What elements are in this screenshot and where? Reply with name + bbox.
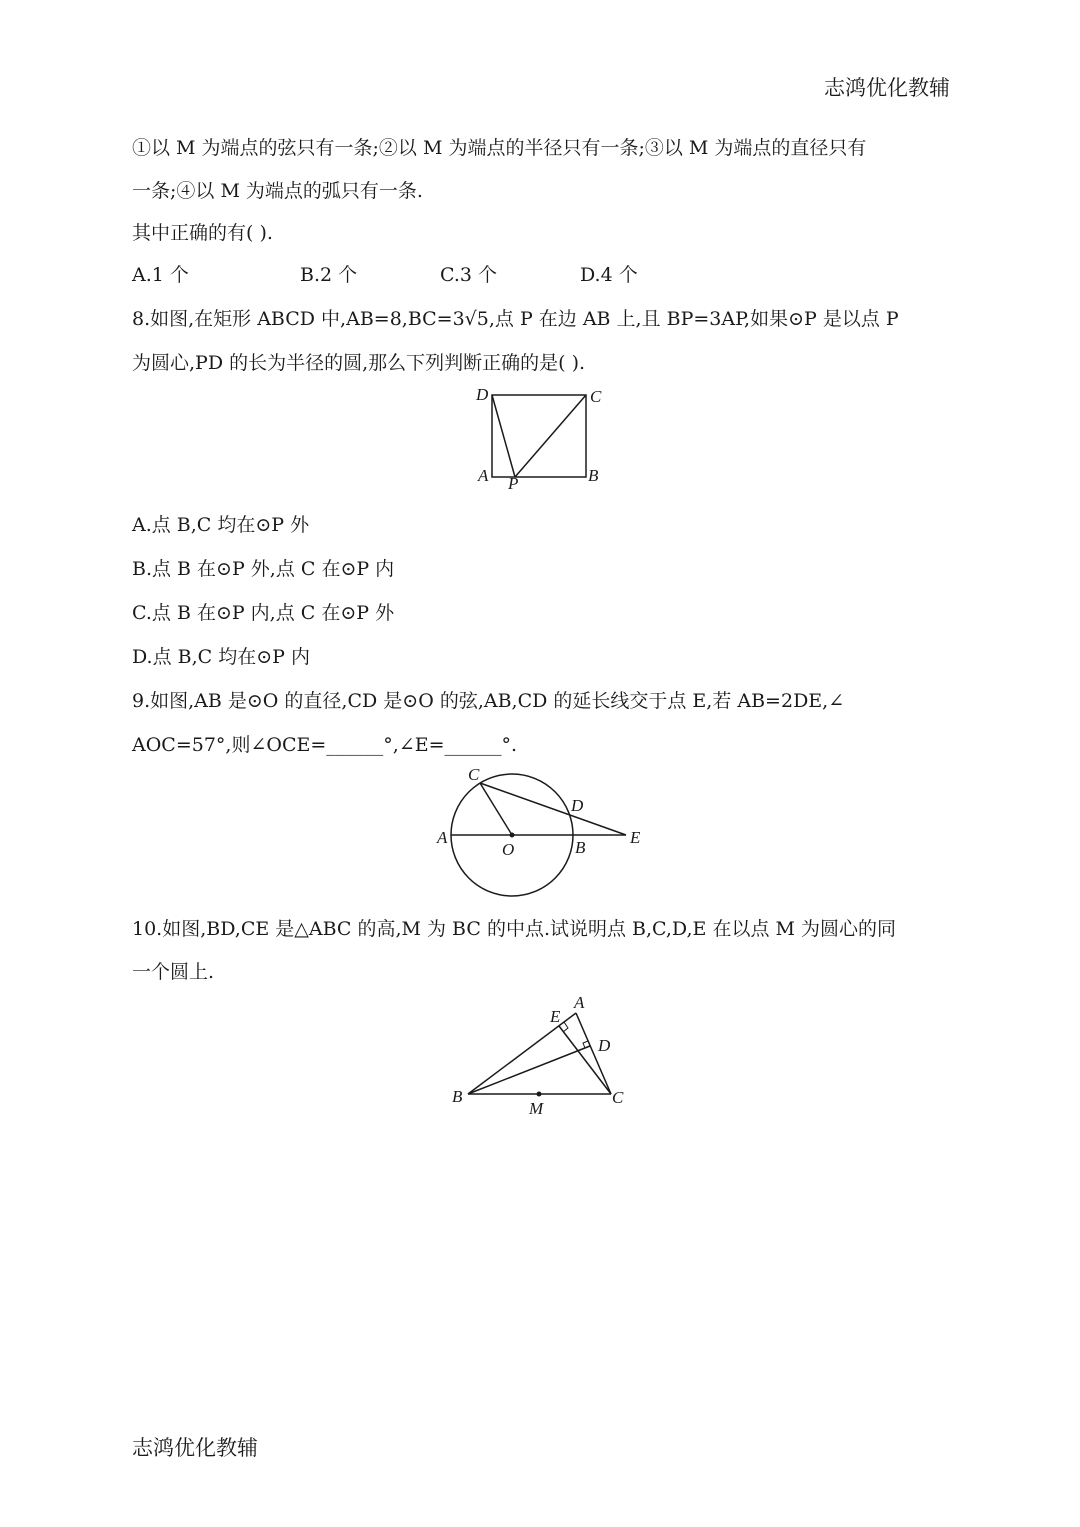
label-b: B (452, 1087, 463, 1106)
q7-prompt: 其中正确的有( ). (132, 222, 273, 244)
q10-statement-line1: 10.如图,BD,CE 是△ABC 的高,M 为 BC 的中点.试说明点 B,C,D,E 在以点 M 为圆心的同 (132, 918, 896, 940)
label-c: C (590, 387, 602, 406)
q9-statement-line1: 9.如图,AB 是⊙O 的直径,CD 是⊙O 的弦,AB,CD 的延长线交于点 E,若 AB=2DE,∠ (132, 690, 845, 712)
q8-statement-line2: 为圆心,PD 的长为半径的圆,那么下列判断正确的是( ). (132, 352, 586, 374)
label-p: P (508, 474, 519, 493)
q8-option-c: C.点 B 在⊙P 内,点 C 在⊙P 外 (132, 602, 395, 624)
label-a: A (478, 466, 489, 485)
q8-statement-line1: 8.如图,在矩形 ABCD 中,AB=8,BC=3√5,点 P 在边 AB 上,且 BP=3AP,如果⊙P 是以点 P (132, 308, 899, 330)
q10-triangle-figure (448, 990, 638, 1118)
label-a: A (574, 993, 585, 1012)
segment-pc (515, 395, 586, 477)
segment-pd (492, 395, 515, 477)
q7-option-c: C.3 个 (440, 264, 498, 286)
footer-brand: 志鸿优化教辅 (132, 1436, 258, 1460)
q7-option-d: D.4 个 (580, 264, 638, 286)
label-b: B (575, 838, 586, 857)
label-d: D (571, 796, 584, 815)
q7-statement-line2: 一条;④以 M 为端点的弧只有一条. (132, 180, 423, 202)
q9-statement-line2: AOC=57°,则∠OCE=______°,∠E=______°. (132, 734, 518, 756)
label-e: E (550, 1007, 561, 1026)
label-c: C (468, 765, 480, 784)
segment-bd (468, 1046, 590, 1094)
q8-option-b: B.点 B 在⊙P 外,点 C 在⊙P 内 (132, 558, 395, 580)
label-b: B (588, 466, 599, 485)
center-point-o (510, 833, 515, 838)
q10-statement-line2: 一个圆上. (132, 961, 215, 983)
label-e: E (630, 828, 641, 847)
label-d: D (476, 385, 489, 404)
label-d: D (598, 1036, 611, 1055)
q8-option-a: A.点 B,C 均在⊙P 外 (132, 514, 310, 536)
q7-statement-line1: ①以 M 为端点的弦只有一条;②以 M 为端点的半径只有一条;③以 M 为端点的直径只有 (132, 137, 867, 159)
rect-abcd (492, 395, 586, 477)
q9-circle-figure (430, 765, 660, 900)
label-m: M (529, 1099, 544, 1118)
right-angle-mark-e (563, 1022, 568, 1032)
label-o: O (502, 840, 515, 859)
q7-option-b: B.2 个 (300, 264, 358, 286)
header-brand: 志鸿优化教辅 (824, 76, 950, 100)
midpoint-m (537, 1092, 542, 1097)
label-a: A (437, 828, 448, 847)
q7-option-a: A.1 个 (132, 264, 189, 286)
q8-option-d: D.点 B,C 均在⊙P 内 (132, 646, 310, 668)
q8-rectangle-figure (470, 383, 610, 493)
label-c: C (612, 1088, 624, 1107)
segment-oc (480, 783, 512, 835)
